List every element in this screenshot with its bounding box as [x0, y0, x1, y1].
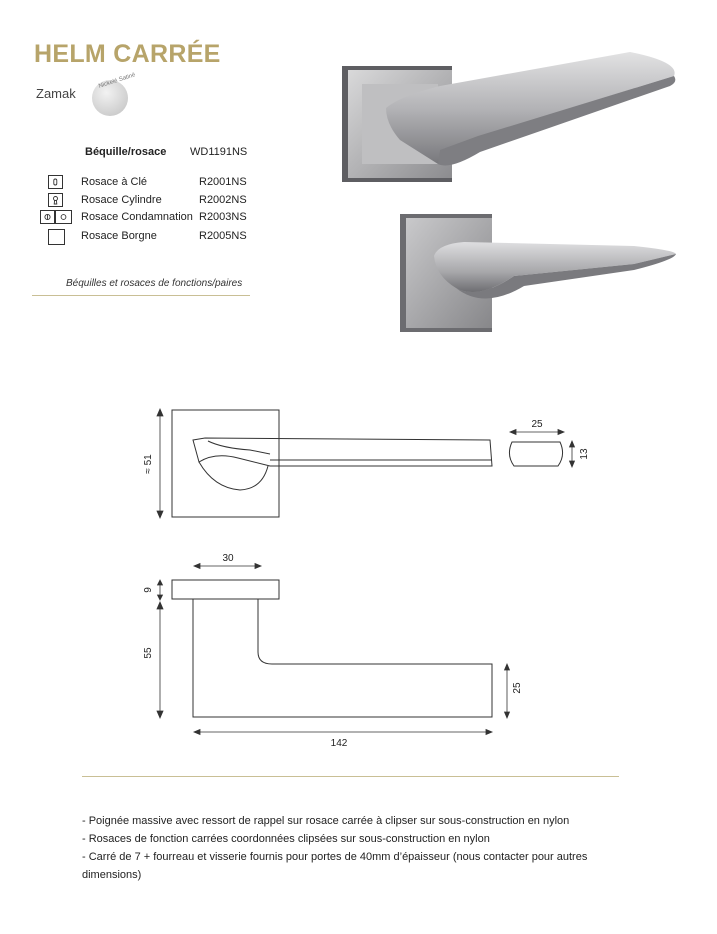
handle-code: WD1191NS: [190, 146, 248, 158]
row-code: R2001NS: [199, 176, 247, 188]
dim-rose-depth: 9: [143, 587, 154, 593]
row-code: R2005NS: [199, 230, 247, 242]
material-label: Zamak: [36, 86, 76, 101]
description: [82, 812, 642, 884]
lever-outline: [193, 438, 492, 466]
dim-rose-width: 30: [222, 553, 234, 564]
row-code: R2002NS: [199, 194, 247, 206]
row-label: Rosace Borgne: [81, 230, 157, 242]
finish-label: Nickelé Satiné: [98, 72, 137, 90]
dim-lever-length: 142: [330, 738, 348, 749]
handle-label: Béquille/rosace: [85, 146, 167, 158]
rose-side: [172, 580, 279, 599]
dim-handle-height: 55: [143, 647, 154, 659]
dim-grip-height: 13: [579, 448, 590, 460]
lever-side: [193, 599, 492, 717]
product-title: HELM CARRÉE: [34, 40, 221, 68]
row-label: Rosace à Clé: [81, 176, 148, 188]
caption: Béquilles et rosaces de fonctions/paires: [66, 278, 243, 289]
divider: [82, 776, 619, 777]
dim-grip-width: 25: [531, 419, 543, 430]
dim-lever-height: 25: [512, 682, 523, 694]
description-item: - Poignée massive avec ressort de rappel sur rosace carrée à clipser sur sous-construction en nylon: [82, 815, 570, 827]
description-item: - Carré de 7 + fourreau et visserie fournis pour portes de 40mm d’épaisseur (nous contacter pour autres dimensions): [82, 851, 588, 881]
grip-section: [509, 442, 562, 466]
row-label: Rosace Cylindre: [81, 194, 162, 206]
rose-outline: [172, 410, 279, 517]
description-item: - Rosaces de fonction carrées coordonnées clipsées sur sous-construction en nylon: [82, 833, 490, 845]
dim-rose-size: ≈ 51: [143, 454, 154, 474]
row-code: R2003NS: [199, 211, 247, 223]
row-label: Rosace Condamnation: [81, 211, 193, 223]
